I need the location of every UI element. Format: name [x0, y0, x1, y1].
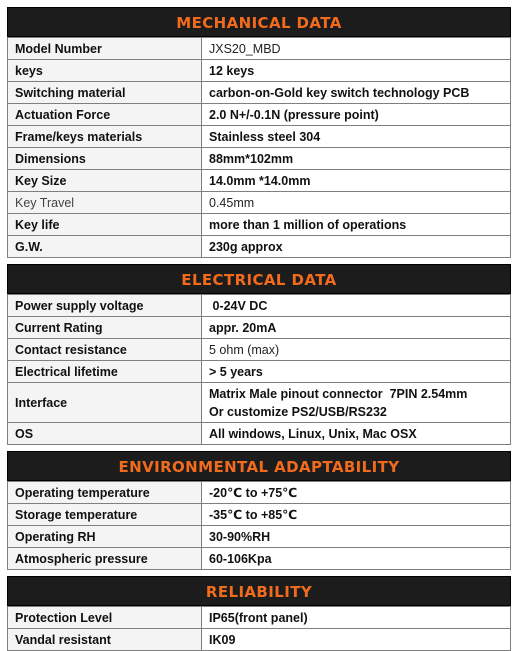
spec-row [8, 504, 511, 526]
spec-row [8, 104, 511, 126]
spec-value: IP65(front panel) [202, 607, 511, 629]
spec-row [8, 214, 511, 236]
spec-value [202, 383, 511, 423]
spec-row [8, 317, 511, 339]
spec-value: carbon-on-Gold key switch technology PCB [202, 82, 511, 104]
spec-label: Contact resistance [8, 339, 202, 361]
spec-row [8, 295, 511, 317]
spec-table [7, 481, 511, 570]
spec-value: 230g approx [202, 236, 511, 258]
spec-value: -35℃ to +85℃ [202, 504, 511, 526]
spec-value: 14.0mm *14.0mm [202, 170, 511, 192]
spec-label: Operating temperature [8, 482, 202, 504]
spec-row [8, 170, 511, 192]
spec-value: Stainless steel 304 [202, 126, 511, 148]
spec-row [8, 126, 511, 148]
spec-label: Frame/keys materials [8, 126, 202, 148]
spec-label: Dimensions [8, 148, 202, 170]
spec-row [8, 526, 511, 548]
spec-value: 5 ohm (max) [202, 339, 511, 361]
spec-sheet [7, 7, 511, 651]
spec-value-line: Or customize PS2/USB/RS232 [209, 404, 387, 419]
spec-label: Interface [8, 383, 202, 423]
spec-value: 2.0 N+/-0.1N (pressure point) [202, 104, 511, 126]
spec-row [8, 361, 511, 383]
spec-label: Key Travel [8, 192, 202, 214]
spec-row [8, 192, 511, 214]
spec-row [8, 629, 511, 651]
spec-value: 30-90%RH [202, 526, 511, 548]
section-header: ELECTRICAL DATA [7, 264, 511, 294]
spec-label: Key Size [8, 170, 202, 192]
spec-table [7, 294, 511, 445]
spec-label: Power supply voltage [8, 295, 202, 317]
spec-value: 0.45mm [202, 192, 511, 214]
spec-label: Key life [8, 214, 202, 236]
spec-table [7, 37, 511, 258]
spec-value: 12 keys [202, 60, 511, 82]
spec-label: Electrical lifetime [8, 361, 202, 383]
section-header: MECHANICAL DATA [7, 7, 511, 37]
spec-value: 0-24V DC [202, 295, 511, 317]
spec-row [8, 236, 511, 258]
spec-row [8, 482, 511, 504]
spec-row [8, 60, 511, 82]
spec-label: Operating RH [8, 526, 202, 548]
spec-row [8, 339, 511, 361]
spec-row [8, 423, 511, 445]
spec-label: Atmospheric pressure [8, 548, 202, 570]
spec-row [8, 82, 511, 104]
spec-label: Vandal resistant [8, 629, 202, 651]
spec-value: -20℃ to +75℃ [202, 482, 511, 504]
spec-table [7, 606, 511, 651]
spec-label: Switching material [8, 82, 202, 104]
spec-row [8, 607, 511, 629]
spec-value: JXS20_MBD [202, 38, 511, 60]
section-header: RELIABILITY [7, 576, 511, 606]
spec-value: 60-106Kpa [202, 548, 511, 570]
spec-label: OS [8, 423, 202, 445]
spec-value: > 5 years [202, 361, 511, 383]
spec-value: All windows, Linux, Unix, Mac OSX [202, 423, 511, 445]
section-header: ENVIRONMENTAL ADAPTABILITY [7, 451, 511, 481]
spec-row [8, 148, 511, 170]
spec-value: more than 1 million of operations [202, 214, 511, 236]
spec-value: 88mm*102mm [202, 148, 511, 170]
spec-label: Current Rating [8, 317, 202, 339]
spec-label: Model Number [8, 38, 202, 60]
spec-value: appr. 20mA [202, 317, 511, 339]
spec-row [8, 548, 511, 570]
spec-value-line: Matrix Male pinout connector 7PIN 2.54mm [209, 386, 468, 401]
spec-value: IK09 [202, 629, 511, 651]
spec-row [8, 38, 511, 60]
spec-row [8, 383, 511, 423]
spec-label: Actuation Force [8, 104, 202, 126]
spec-label: G.W. [8, 236, 202, 258]
spec-label: Storage temperature [8, 504, 202, 526]
spec-label: keys [8, 60, 202, 82]
spec-label: Protection Level [8, 607, 202, 629]
